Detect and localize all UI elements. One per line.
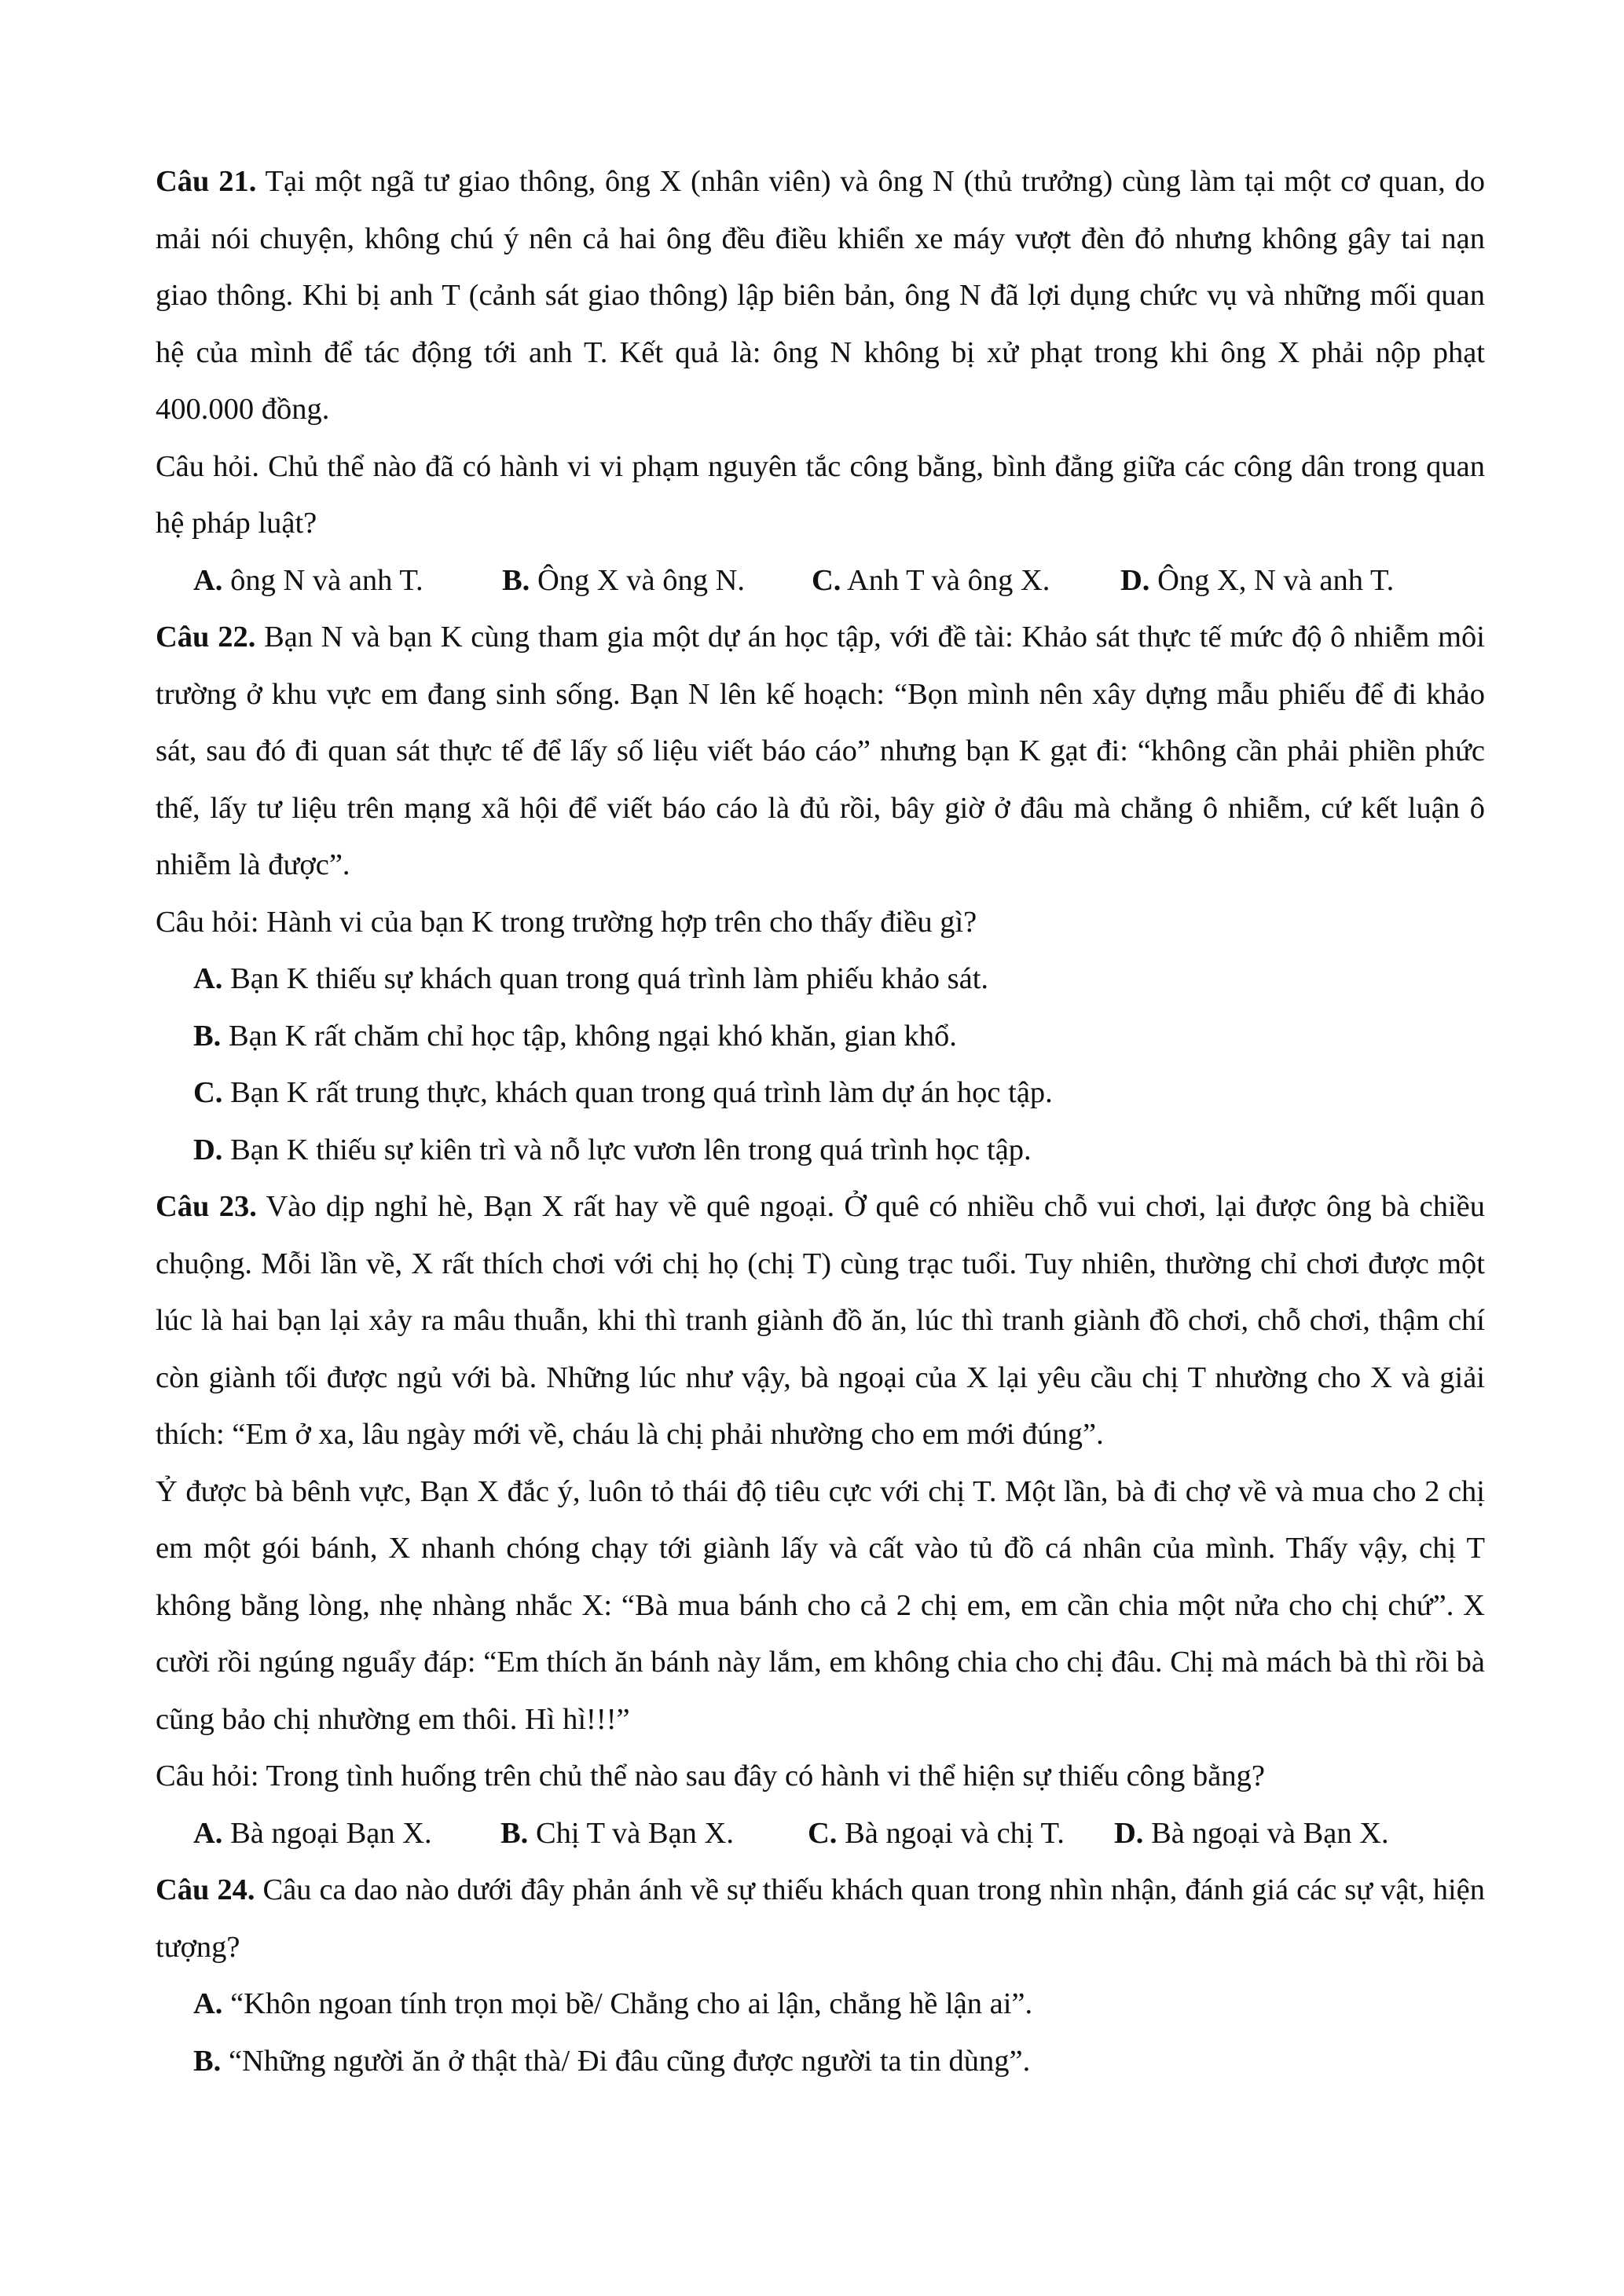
question-23-option-b: B. Chị T và Bạn X. xyxy=(500,1816,734,1850)
question-22-option-b: B. Bạn K rất chăm chỉ học tập, không ngại khó khăn, gian khổ. xyxy=(193,1019,957,1053)
exam-page xyxy=(156,153,1485,2089)
question-23-option-d: D. Bà ngoại và Bạn X. xyxy=(1114,1816,1389,1850)
question-21-option-c: C. Anh T và ông X. xyxy=(812,563,1050,597)
question-24-option-a: A. “Khôn ngoan tính trọn mọi bề/ Chẳng cho ai lận, chẳng hề lận ai”. xyxy=(193,1987,1033,2020)
question-21-option-d: D. Ông X, N và anh T. xyxy=(1120,563,1395,597)
question-21 xyxy=(156,153,1485,609)
question-22-option-d: D. Bạn K thiếu sự kiên trì và nỗ lực vươn lên trong quá trình học tập. xyxy=(193,1133,1032,1166)
question-23-option-c: C. Bà ngoại và chị T. xyxy=(808,1816,1065,1850)
question-23-option-a: A. Bà ngoại Bạn X. xyxy=(193,1816,432,1850)
question-24 xyxy=(156,1862,1485,2089)
question-22-stem xyxy=(156,609,1485,894)
question-21-option-b: B. Ông X và ông N. xyxy=(502,563,746,597)
question-24-label: Câu 24. xyxy=(156,1873,255,1906)
question-21-label: Câu 21. xyxy=(156,165,257,198)
question-23-stem xyxy=(156,1178,1485,1463)
question-22-option-a: A. Bạn K thiếu sự khách quan trong quá trình làm phiếu khảo sát. xyxy=(193,962,989,995)
question-23-stem-text: Vào dịp nghỉ hè, Bạn X rất hay về quê ngoại. Ở quê có nhiều chỗ vui chơi, lại được ông bà chiều chuộng. Mỗi lần về, X rất thích chơi với chị họ (chị T) cùng trạc tuổi. Tuy nhiên, thường chỉ chơi được một lúc là hai bạn lại xảy ra mâu thuẫn, khi thì tranh giành đồ ăn, lúc thì tranh giành đồ chơi, chỗ chơi, thậm chí còn giành tối được ngủ với bà. Những lúc như vậy, bà ngoại của X lại yêu cầu chị T nhường cho X và giải thích: “Em ở xa, lâu ngày mới về, cháu là chị phải nhường cho em mới đúng”. xyxy=(156,1190,1485,1451)
question-24-option-b: B. “Những người ăn ở thật thà/ Đi đâu cũng được người ta tin dùng”. xyxy=(193,2044,1031,2078)
question-21-options xyxy=(156,552,1485,610)
question-22-label: Câu 22. xyxy=(156,621,256,654)
question-21-stem xyxy=(156,153,1485,438)
question-21-option-a: A. ông N và anh T. xyxy=(193,563,423,597)
question-21-prompt: Câu hỏi. Chủ thể nào đã có hành vi vi phạm nguyên tắc công bằng, bình đẳng giữa các công dân trong quan hệ pháp luật? xyxy=(156,449,1485,540)
question-22 xyxy=(156,609,1485,1178)
question-21-stem-text: Tại một ngã tư giao thông, ông X (nhân viên) và ông N (thủ trưởng) cùng làm tại một cơ quan, do mải nói chuyện, không chú ý nên cả hai ông đều điều khiển xe máy vượt đèn đỏ nhưng không gây tai nạn giao thông. Khi bị anh T (cảnh sát giao thông) lập biên bản, ông N đã lợi dụng chức vụ và những mối quan hệ của mình để tác động tới anh T. Kết quả là: ông N không bị xử phạt trong khi ông X phải nộp phạt 400.000 đồng. xyxy=(156,165,1485,426)
question-23-prompt: Câu hỏi: Trong tình huống trên chủ thể nào sau đây có hành vi thể hiện sự thiếu công bằng? xyxy=(156,1760,1265,1792)
question-23-label: Câu 23. xyxy=(156,1190,257,1223)
question-24-stem-text: Câu ca dao nào dưới đây phản ánh về sự thiếu khách quan trong nhìn nhận, đánh giá các sự vật, hiện tượng? xyxy=(156,1873,1485,1964)
question-22-option-c: C. Bạn K rất trung thực, khách quan trong quá trình làm dự án học tập. xyxy=(193,1076,1053,1109)
question-24-stem xyxy=(156,1862,1485,1976)
question-23 xyxy=(156,1178,1485,1862)
question-22-stem-text: Bạn N và bạn K cùng tham gia một dự án học tập, với đề tài: Khảo sát thực tế mức độ ô nhiễm môi trường ở khu vực em đang sinh sống. Bạn N lên kế hoạch: “Bọn mình nên xây dựng mẫu phiếu để đi khảo sát, sau đó đi quan sát thực tế để lấy số liệu viết báo cáo” nhưng bạn K gạt đi: “không cần phải phiền phức thế, lấy tư liệu trên mạng xã hội để viết báo cáo là đủ rồi, bây giờ ở đâu mà chẳng ô nhiễm, cứ kết luận ô nhiễm là được”. xyxy=(156,621,1486,881)
question-23-options xyxy=(156,1805,1485,1862)
question-22-prompt: Câu hỏi: Hành vi của bạn K trong trường hợp trên cho thấy điều gì? xyxy=(156,905,977,939)
question-23-stem-continued: Ỷ được bà bênh vực, Bạn X đắc ý, luôn tỏ thái độ tiêu cực với chị T. Một lần, bà đi chợ về và mua cho 2 chị em một gói bánh, X nhanh chóng chạy tới giành lấy và cất vào tủ đồ cá nhân của mình. Thấy vậy, chị T không bằng lòng, nhẹ nhàng nhắc X: “Bà mua bánh cho cả 2 chị em, em cần chia một nửa cho chị chứ”. X cười rồi ngúng nguẩy đáp: “Em thích ăn bánh này lắm, em không chia cho chị đâu. Chị mà mách bà thì rồi bà cũng bảo chị nhường em thôi. Hì hì!!!” xyxy=(156,1474,1485,1736)
